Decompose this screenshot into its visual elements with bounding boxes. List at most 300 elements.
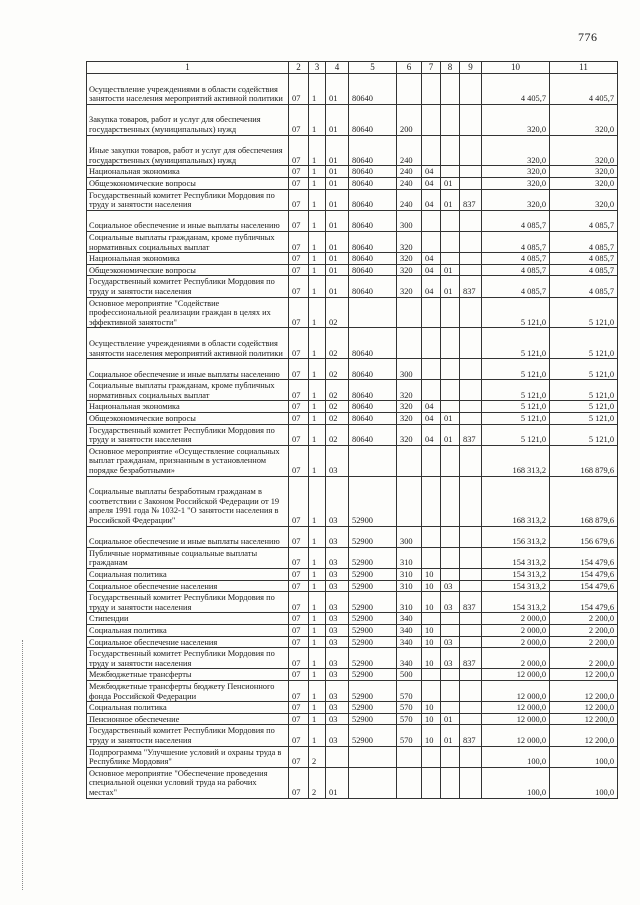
expense-type: 300	[397, 210, 422, 231]
subsection	[441, 380, 460, 401]
amount-year-2: 12 200,0	[550, 669, 618, 681]
budget-code-3: 1	[309, 636, 326, 648]
ministry-code: 837	[460, 189, 482, 210]
table-row	[87, 297, 618, 328]
section: 10	[422, 702, 441, 714]
section: 10	[422, 648, 441, 669]
ministry-code	[460, 264, 482, 276]
budget-code-3: 1	[309, 401, 326, 413]
expense-type: 310	[397, 592, 422, 613]
budget-code-2: 07	[289, 625, 309, 637]
amount-year-2: 156 679,6	[550, 526, 618, 547]
table-row	[87, 445, 618, 476]
target-article: 80640	[349, 328, 397, 359]
budget-code-2: 07	[289, 702, 309, 714]
table-row	[87, 328, 618, 359]
budget-code-4: 01	[326, 276, 349, 297]
ministry-code	[460, 580, 482, 592]
section: 10	[422, 625, 441, 637]
budget-code-4: 02	[326, 424, 349, 445]
budget-code-4: 01	[326, 135, 349, 166]
amount-year-2: 12 200,0	[550, 702, 618, 714]
subsection	[441, 445, 460, 476]
budget-code-2: 07	[289, 569, 309, 581]
budget-code-2: 07	[289, 746, 309, 767]
budget-code-3: 1	[309, 725, 326, 746]
subsection	[441, 166, 460, 178]
budget-code-4: 03	[326, 680, 349, 701]
amount-year-2: 12 200,0	[550, 680, 618, 701]
section: 04	[422, 264, 441, 276]
amount-year-2: 5 121,0	[550, 413, 618, 425]
row-name: Социальная политика	[87, 702, 289, 714]
subsection	[441, 231, 460, 252]
subsection: 01	[441, 713, 460, 725]
budget-code-2: 07	[289, 401, 309, 413]
budget-code-4: 03	[326, 613, 349, 625]
amount-year-2: 168 879,6	[550, 476, 618, 526]
target-article: 52900	[349, 592, 397, 613]
target-article: 80640	[349, 424, 397, 445]
expense-type: 320	[397, 264, 422, 276]
budget-code-4: 01	[326, 264, 349, 276]
amount-year-2: 100,0	[550, 746, 618, 767]
amount-year-1: 154 313,2	[482, 592, 550, 613]
target-article: 80640	[349, 135, 397, 166]
budget-code-3: 1	[309, 547, 326, 568]
budget-code-2: 07	[289, 253, 309, 265]
ministry-code	[460, 210, 482, 231]
page-number: 776	[578, 30, 598, 44]
expense-type: 320	[397, 231, 422, 252]
amount-year-2: 5 121,0	[550, 380, 618, 401]
subsection	[441, 253, 460, 265]
budget-code-3: 1	[309, 210, 326, 231]
ministry-code: 837	[460, 592, 482, 613]
expense-type: 340	[397, 648, 422, 669]
col-header-9: 9	[460, 62, 482, 74]
section: 04	[422, 424, 441, 445]
ministry-code	[460, 636, 482, 648]
target-article: 52900	[349, 580, 397, 592]
table-row	[87, 189, 618, 210]
ministry-code	[460, 569, 482, 581]
budget-code-3: 1	[309, 680, 326, 701]
ministry-code	[460, 746, 482, 767]
budget-code-2: 07	[289, 328, 309, 359]
expense-type: 570	[397, 713, 422, 725]
budget-code-3: 1	[309, 413, 326, 425]
budget-code-2: 07	[289, 526, 309, 547]
row-name: Государственный комитет Республики Мордовия по труду и занятости населения	[87, 592, 289, 613]
section	[422, 359, 441, 380]
header-row	[87, 62, 618, 74]
row-name: Закупка товаров, работ и услуг для обеспечения государственных (муниципальных) нужд	[87, 104, 289, 135]
ministry-code: 837	[460, 276, 482, 297]
budget-code-3: 1	[309, 669, 326, 681]
col-header-3: 3	[309, 62, 326, 74]
budget-code-4: 01	[326, 767, 349, 798]
budget-code-3: 1	[309, 135, 326, 166]
amount-year-2: 2 200,0	[550, 613, 618, 625]
target-article	[349, 297, 397, 328]
section: 10	[422, 580, 441, 592]
amount-year-1: 320,0	[482, 189, 550, 210]
amount-year-1: 5 121,0	[482, 328, 550, 359]
amount-year-1: 320,0	[482, 135, 550, 166]
row-name: Национальная экономика	[87, 253, 289, 265]
row-name: Социальное обеспечение и иные выплаты населению	[87, 359, 289, 380]
amount-year-2: 154 479,6	[550, 547, 618, 568]
col-header-1: 1	[87, 62, 289, 74]
ministry-code	[460, 476, 482, 526]
amount-year-2: 154 479,6	[550, 592, 618, 613]
subsection	[441, 401, 460, 413]
budget-code-2: 07	[289, 74, 309, 105]
amount-year-2: 320,0	[550, 104, 618, 135]
budget-code-3: 1	[309, 276, 326, 297]
ministry-code	[460, 413, 482, 425]
amount-year-2: 4 085,7	[550, 210, 618, 231]
budget-code-2: 07	[289, 276, 309, 297]
budget-code-2: 07	[289, 264, 309, 276]
table-row	[87, 680, 618, 701]
budget-code-2: 07	[289, 359, 309, 380]
budget-code-2: 07	[289, 445, 309, 476]
subsection: 03	[441, 648, 460, 669]
budget-code-4: 02	[326, 297, 349, 328]
target-article: 52900	[349, 713, 397, 725]
section	[422, 328, 441, 359]
amount-year-2: 4 085,7	[550, 276, 618, 297]
subsection	[441, 613, 460, 625]
amount-year-1: 4 085,7	[482, 231, 550, 252]
budget-code-2: 07	[289, 613, 309, 625]
amount-year-2: 5 121,0	[550, 328, 618, 359]
section	[422, 767, 441, 798]
section: 04	[422, 253, 441, 265]
amount-year-2: 2 200,0	[550, 625, 618, 637]
section	[422, 669, 441, 681]
table-row	[87, 613, 618, 625]
budget-code-4: 03	[326, 569, 349, 581]
ministry-code	[460, 359, 482, 380]
table-row	[87, 401, 618, 413]
budget-code-2: 07	[289, 547, 309, 568]
expense-type: 240	[397, 166, 422, 178]
budget-code-2: 07	[289, 210, 309, 231]
expense-type	[397, 74, 422, 105]
amount-year-1: 12 000,0	[482, 669, 550, 681]
subsection	[441, 297, 460, 328]
target-article: 52900	[349, 636, 397, 648]
expense-type: 570	[397, 680, 422, 701]
target-article: 52900	[349, 625, 397, 637]
budget-code-4: 02	[326, 359, 349, 380]
budget-code-3: 1	[309, 166, 326, 178]
section: 04	[422, 401, 441, 413]
table-row	[87, 625, 618, 637]
ministry-code: 837	[460, 424, 482, 445]
amount-year-1: 100,0	[482, 767, 550, 798]
row-name: Социальная политика	[87, 569, 289, 581]
subsection	[441, 767, 460, 798]
subsection	[441, 569, 460, 581]
amount-year-1: 100,0	[482, 746, 550, 767]
row-name: Социальное обеспечение и иные выплаты населению	[87, 526, 289, 547]
row-name: Государственный комитет Республики Мордовия по труду и занятости населения	[87, 725, 289, 746]
expense-type: 340	[397, 613, 422, 625]
col-header-2: 2	[289, 62, 309, 74]
budget-code-2: 07	[289, 636, 309, 648]
section: 04	[422, 166, 441, 178]
budget-code-3: 2	[309, 767, 326, 798]
ministry-code	[460, 401, 482, 413]
row-name: Осуществление учреждениями в области содействия занятости населения мероприятий активной политики	[87, 328, 289, 359]
ministry-code	[460, 613, 482, 625]
expense-type	[397, 767, 422, 798]
row-name: Иные закупки товаров, работ и услуг для обеспечения государственных (муниципальных) нужд	[87, 135, 289, 166]
section	[422, 210, 441, 231]
amount-year-2: 4 085,7	[550, 231, 618, 252]
budget-code-2: 07	[289, 380, 309, 401]
budget-code-2: 07	[289, 135, 309, 166]
amount-year-1: 12 000,0	[482, 713, 550, 725]
budget-code-2: 07	[289, 476, 309, 526]
budget-code-4: 01	[326, 177, 349, 189]
table-body	[87, 74, 618, 799]
target-article: 80640	[349, 177, 397, 189]
row-name: Государственный комитет Республики Мордовия по труду и занятости населения	[87, 648, 289, 669]
section: 10	[422, 569, 441, 581]
ministry-code	[460, 380, 482, 401]
row-name: Осуществление учреждениями в области содействия занятости населения мероприятий активной политики	[87, 74, 289, 105]
col-header-5: 5	[349, 62, 397, 74]
table-row	[87, 702, 618, 714]
budget-code-3: 1	[309, 74, 326, 105]
subsection: 01	[441, 264, 460, 276]
table-row	[87, 166, 618, 178]
budget-code-3: 1	[309, 359, 326, 380]
row-name: Публичные нормативные социальные выплаты гражданам	[87, 547, 289, 568]
expense-type	[397, 297, 422, 328]
table-row	[87, 767, 618, 798]
expense-type	[397, 445, 422, 476]
target-article: 80640	[349, 74, 397, 105]
amount-year-1: 12 000,0	[482, 725, 550, 746]
amount-year-1: 2 000,0	[482, 636, 550, 648]
budget-code-3: 1	[309, 231, 326, 252]
budget-code-3: 1	[309, 253, 326, 265]
section	[422, 746, 441, 767]
amount-year-2: 2 200,0	[550, 648, 618, 669]
amount-year-1: 156 313,2	[482, 526, 550, 547]
ministry-code	[460, 231, 482, 252]
ministry-code	[460, 547, 482, 568]
ministry-code	[460, 177, 482, 189]
ministry-code: 837	[460, 725, 482, 746]
amount-year-2: 4 405,7	[550, 74, 618, 105]
row-name: Социальные выплаты гражданам, кроме публичных нормативных социальных выплат	[87, 380, 289, 401]
ministry-code	[460, 297, 482, 328]
budget-code-4: 03	[326, 702, 349, 714]
target-article	[349, 767, 397, 798]
table-row	[87, 359, 618, 380]
subsection: 03	[441, 592, 460, 613]
amount-year-1: 168 313,2	[482, 476, 550, 526]
section	[422, 104, 441, 135]
section	[422, 445, 441, 476]
subsection: 01	[441, 177, 460, 189]
budget-code-2: 07	[289, 580, 309, 592]
table-row	[87, 669, 618, 681]
ministry-code	[460, 680, 482, 701]
budget-code-3: 1	[309, 526, 326, 547]
col-header-11: 11	[550, 62, 618, 74]
amount-year-2: 154 479,6	[550, 569, 618, 581]
amount-year-2: 5 121,0	[550, 297, 618, 328]
table-row	[87, 636, 618, 648]
amount-year-1: 4 085,7	[482, 264, 550, 276]
budget-table	[86, 61, 618, 799]
row-name: Национальная экономика	[87, 166, 289, 178]
amount-year-2: 2 200,0	[550, 636, 618, 648]
budget-code-4: 01	[326, 231, 349, 252]
subsection	[441, 359, 460, 380]
row-name: Основное мероприятие "Обеспечение проведения специальной оценки условий труда на рабочих местах"	[87, 767, 289, 798]
amount-year-1: 4 085,7	[482, 210, 550, 231]
budget-code-2: 07	[289, 231, 309, 252]
subsection: 03	[441, 636, 460, 648]
amount-year-1: 12 000,0	[482, 680, 550, 701]
section	[422, 613, 441, 625]
budget-code-4: 03	[326, 669, 349, 681]
subsection: 01	[441, 424, 460, 445]
budget-code-3: 2	[309, 746, 326, 767]
section: 04	[422, 413, 441, 425]
amount-year-1: 168 313,2	[482, 445, 550, 476]
amount-year-1: 154 313,2	[482, 580, 550, 592]
amount-year-1: 5 121,0	[482, 413, 550, 425]
amount-year-2: 4 085,7	[550, 253, 618, 265]
budget-code-4: 03	[326, 625, 349, 637]
budget-code-3: 1	[309, 177, 326, 189]
table-row	[87, 580, 618, 592]
subsection	[441, 669, 460, 681]
budget-code-3: 1	[309, 104, 326, 135]
budget-code-4: 03	[326, 713, 349, 725]
target-article: 52900	[349, 547, 397, 568]
section: 10	[422, 713, 441, 725]
ministry-code	[460, 166, 482, 178]
ministry-code	[460, 253, 482, 265]
budget-code-3: 1	[309, 592, 326, 613]
amount-year-2: 320,0	[550, 177, 618, 189]
ministry-code	[460, 328, 482, 359]
budget-code-4: 02	[326, 380, 349, 401]
col-header-8: 8	[441, 62, 460, 74]
row-name: Государственный комитет Республики Мордовия по труду и занятости населения	[87, 424, 289, 445]
budget-code-2: 07	[289, 177, 309, 189]
budget-code-2: 07	[289, 713, 309, 725]
table-row	[87, 276, 618, 297]
amount-year-1: 5 121,0	[482, 424, 550, 445]
budget-code-4: 03	[326, 648, 349, 669]
table-row	[87, 725, 618, 746]
table-row	[87, 476, 618, 526]
budget-code-4: 02	[326, 413, 349, 425]
expense-type: 300	[397, 359, 422, 380]
ministry-code	[460, 702, 482, 714]
budget-code-3: 1	[309, 264, 326, 276]
budget-code-4: 03	[326, 476, 349, 526]
section: 04	[422, 177, 441, 189]
subsection	[441, 328, 460, 359]
subsection	[441, 104, 460, 135]
subsection	[441, 476, 460, 526]
subsection	[441, 526, 460, 547]
expense-type: 310	[397, 569, 422, 581]
budget-code-4: 01	[326, 166, 349, 178]
ministry-code	[460, 767, 482, 798]
target-article: 80640	[349, 264, 397, 276]
row-name: Социальная политика	[87, 625, 289, 637]
amount-year-2: 320,0	[550, 166, 618, 178]
budget-code-2: 07	[289, 767, 309, 798]
amount-year-2: 5 121,0	[550, 424, 618, 445]
expense-type: 300	[397, 526, 422, 547]
budget-code-2: 07	[289, 725, 309, 746]
table-row	[87, 253, 618, 265]
budget-code-4	[326, 746, 349, 767]
expense-type	[397, 328, 422, 359]
table-row	[87, 547, 618, 568]
expense-type: 320	[397, 253, 422, 265]
ministry-code	[460, 445, 482, 476]
budget-code-2: 07	[289, 648, 309, 669]
section: 04	[422, 276, 441, 297]
expense-type: 240	[397, 189, 422, 210]
amount-year-1: 5 121,0	[482, 380, 550, 401]
budget-code-3: 1	[309, 328, 326, 359]
budget-code-4: 01	[326, 189, 349, 210]
budget-code-3: 1	[309, 380, 326, 401]
table-row	[87, 592, 618, 613]
table-row	[87, 648, 618, 669]
ministry-code	[460, 625, 482, 637]
budget-code-2: 07	[289, 297, 309, 328]
budget-code-2: 07	[289, 592, 309, 613]
amount-year-1: 2 000,0	[482, 648, 550, 669]
expense-type: 320	[397, 424, 422, 445]
target-article: 80640	[349, 104, 397, 135]
subsection	[441, 210, 460, 231]
budget-code-4: 03	[326, 636, 349, 648]
table-row	[87, 135, 618, 166]
row-name: Социальное обеспечение населения	[87, 636, 289, 648]
section: 10	[422, 725, 441, 746]
budget-code-3: 1	[309, 569, 326, 581]
target-article: 80640	[349, 166, 397, 178]
subsection	[441, 746, 460, 767]
subsection: 01	[441, 725, 460, 746]
budget-code-4: 03	[326, 445, 349, 476]
table-row	[87, 569, 618, 581]
budget-code-3: 1	[309, 297, 326, 328]
amount-year-1: 154 313,2	[482, 569, 550, 581]
col-header-6: 6	[397, 62, 422, 74]
budget-code-4: 01	[326, 104, 349, 135]
